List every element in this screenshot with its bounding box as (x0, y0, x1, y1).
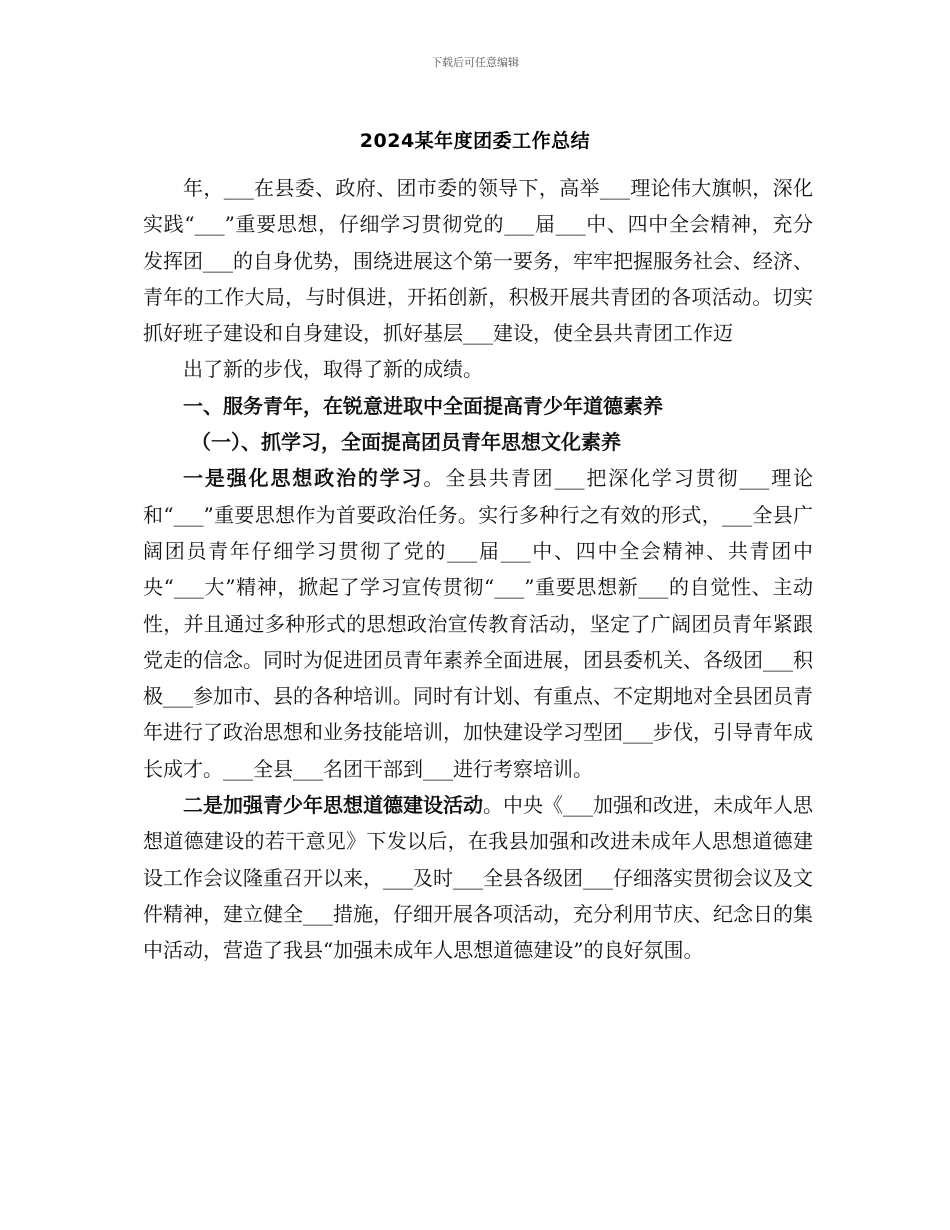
paragraph-moral-text: 。中央《___加强和改进，未成年人思想道德建设的若干意见》下发以后，在我县加强和改进未成年人思想道德建设工作会议隆重召开以来，___及时___全县各级团___仔细落实贯彻会议及文件精神，建立健全___措施，仔细开展各项活动，充分利用节庆、纪念日的集中活动，营造了我县“加强未成年人思想道德建设”的良好氛围。 (143, 793, 813, 963)
document-title: 2024某年度团委工作总结 (359, 130, 591, 152)
paragraph-study (143, 460, 813, 787)
paragraph-study-lead: 一是强化思想政治的学习 (183, 466, 424, 491)
paragraph-intro: 年，___在县委、政府、团市委的领导下，高举___理论伟大旗帜，深化实践“___”重要思想，仔细学习贯彻党的___届___中、四中全会精神，充分发挥团___的自身优势，围绕进展这个第一要务，牢牢把握服务社会、经济、青年的工作大局，与时俱进，开拓创新，积极开展共青团的各项活动。切实抓好班子建设和自身建设，抓好基层___建设，使全县共青团工作迈 (143, 176, 813, 346)
document-body (143, 170, 813, 969)
subsection-heading-1: （一）、抓学习，全面提高团员青年思想文化素养 (191, 430, 621, 455)
page-header-note: 下载后可任意编辑 (431, 56, 519, 69)
section-heading-1: 一、服务青年，在锐意进取中全面提高青少年道德素养 (183, 393, 663, 418)
paragraph-study-text: 。全县共青团___把深化学习贯彻___理论和“___”重要思想作为首要政治任务。实行多种行之有效的形式，___全县广阔团员青年仔细学习贯彻了党的___届___中、四中全会精神、共青团中央“___大”精神，掀起了学习宣传贯彻“___”重要思想新___的自觉性、主动性，并且通过多种形式的思想政治宣传教育活动，坚定了广阔团员青年紧跟党走的信念。同时为促进团员青年素养全面进展，团县委机关、各级团___积极___参加市、县的各种培训。同时有计划、有重点、不定期地对全县团员青年进行了政治思想和业务技能培训，加快建设学习型团___步伐，引导青年成长成才。___全县___名团干部到___进行考察培训。 (143, 466, 814, 781)
paragraph-moral-lead: 二是加强青少年思想道德建设活动 (183, 793, 483, 818)
paragraph-intro-continued: 出了新的步伐，取得了新的成绩。 (183, 357, 483, 382)
paragraph-moral (143, 787, 813, 968)
